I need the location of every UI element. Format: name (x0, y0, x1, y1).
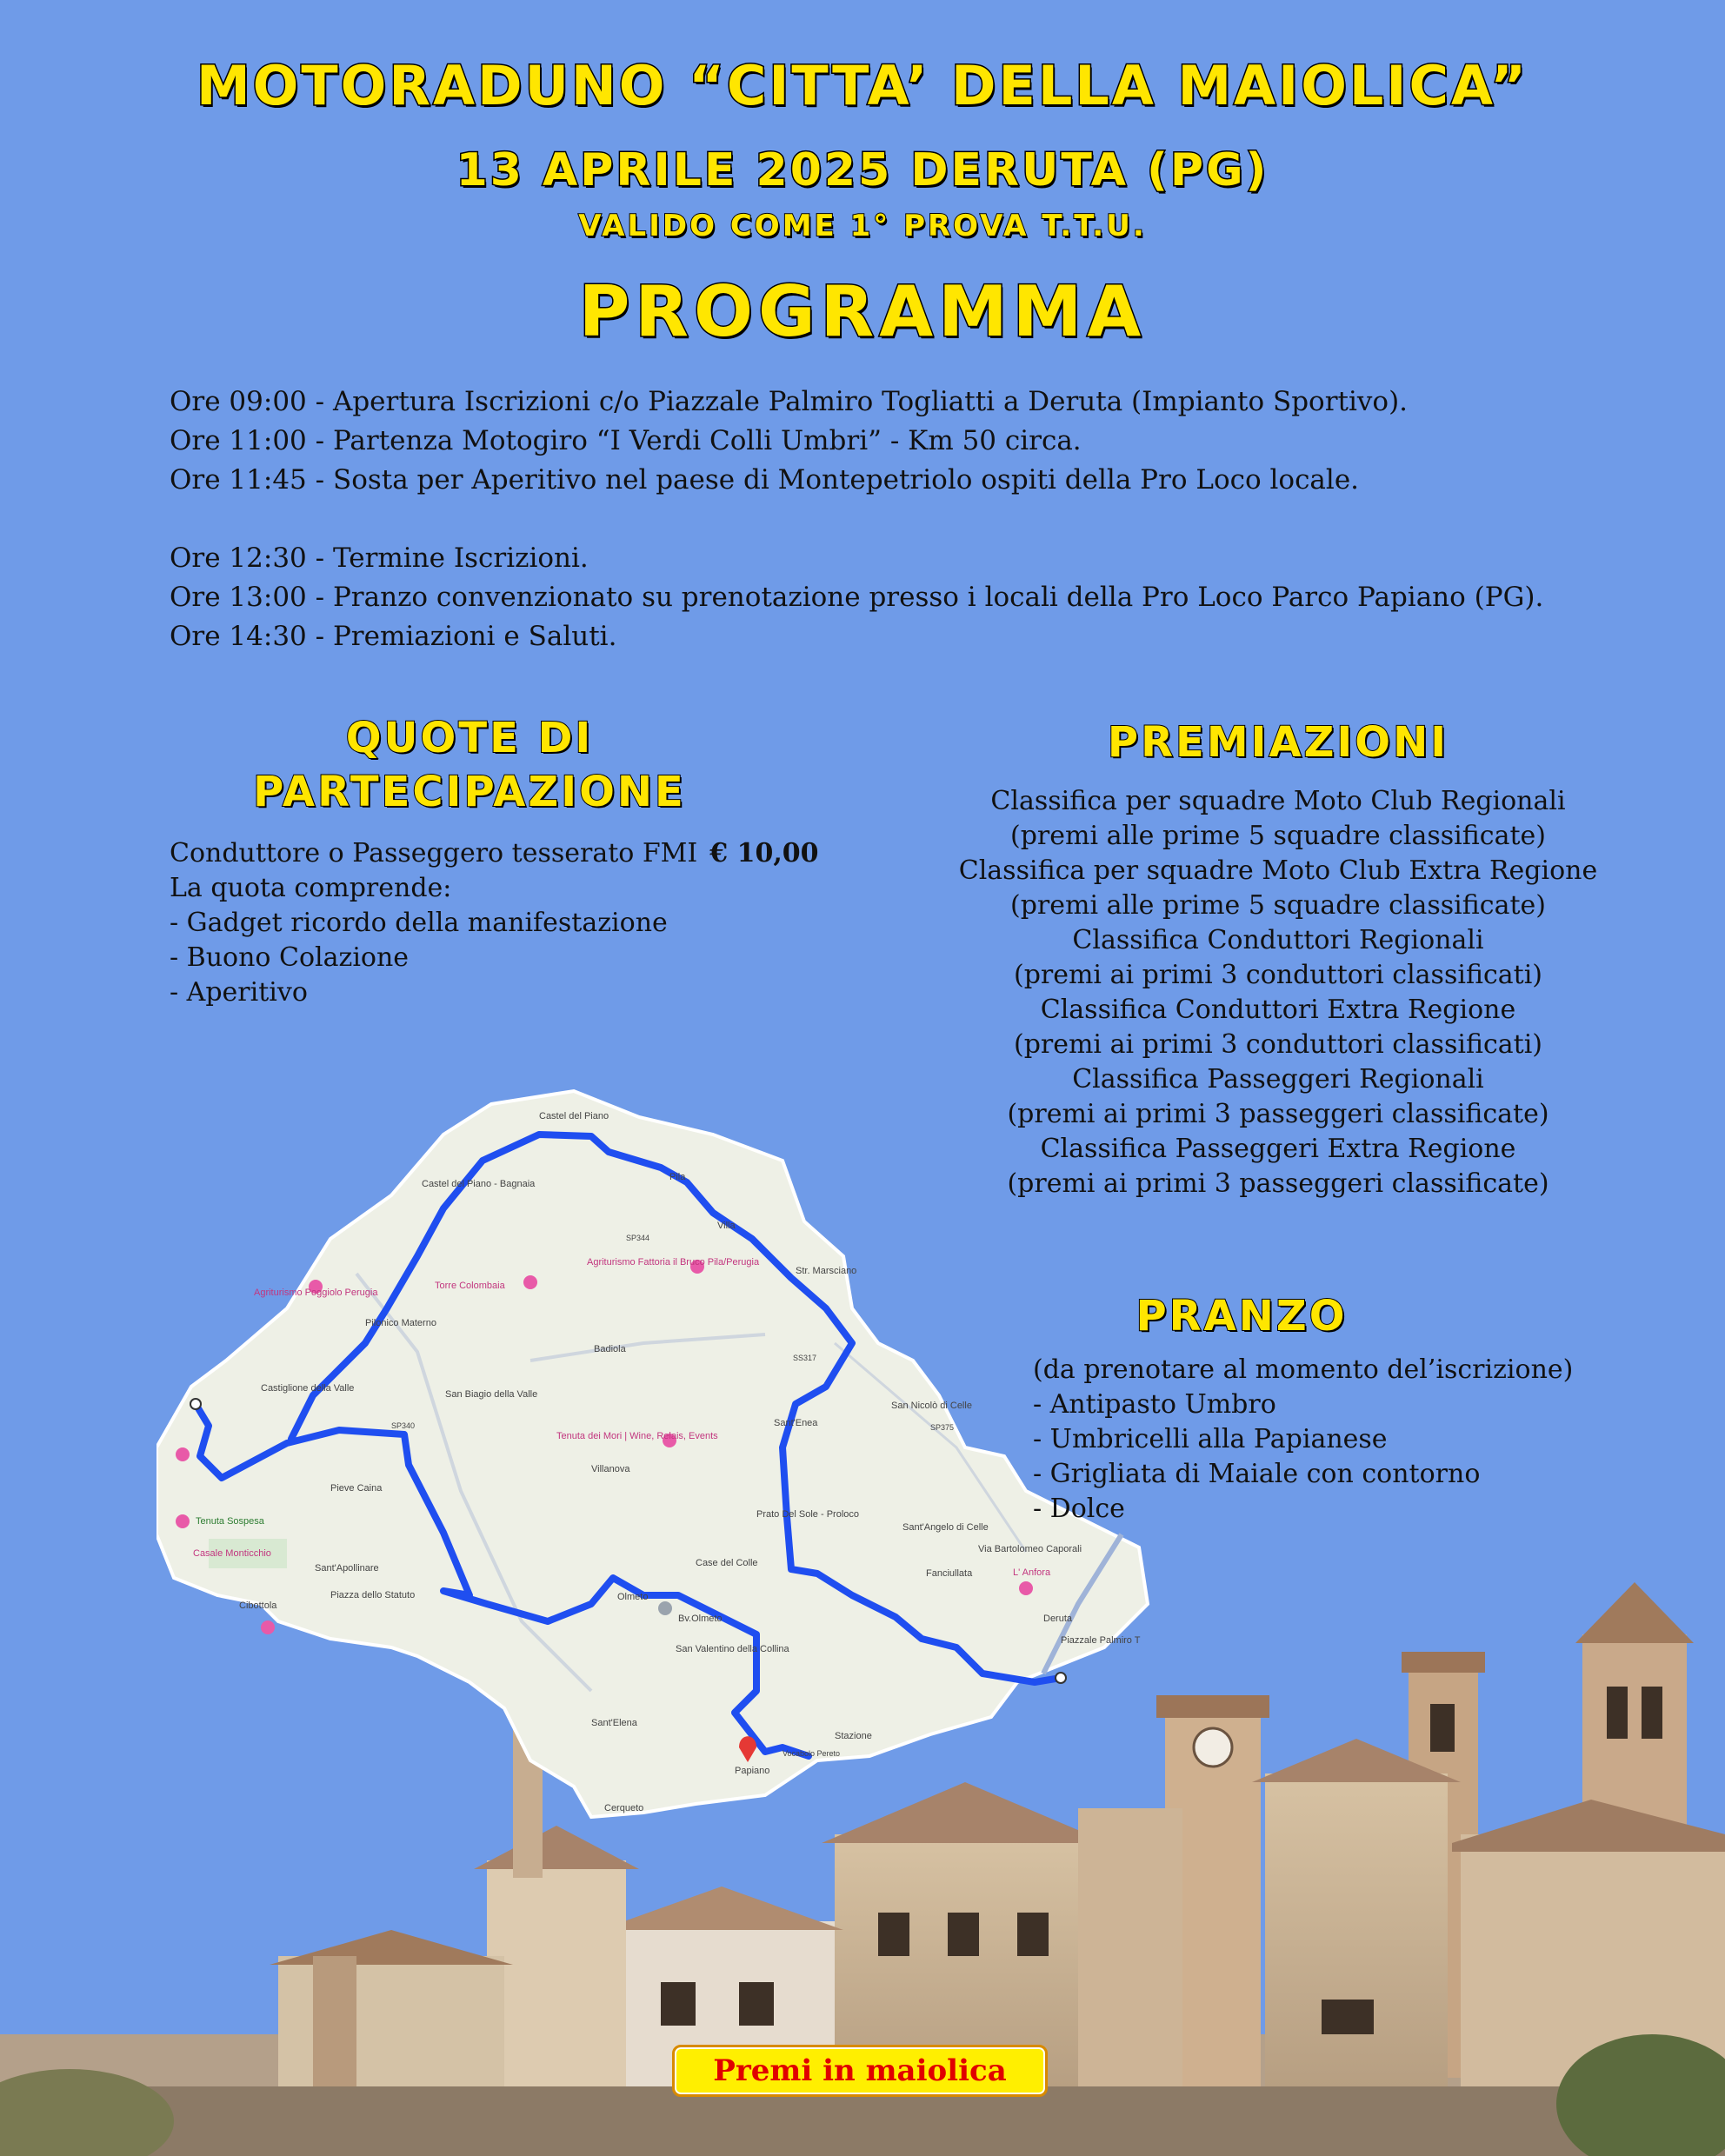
map-label: Castel del Piano - Bagnaia (422, 1179, 536, 1189)
schedule (170, 383, 1543, 656)
quote-section (170, 836, 819, 1010)
map-label: Sant'Apollinare (315, 1563, 379, 1574)
footer-badge: Premi in maiolica (672, 2045, 1048, 2097)
quote-includes-label: La quota comprende: (170, 873, 452, 903)
premiazioni-line: Classifica Conduttori Extra Regione (1040, 995, 1516, 1025)
premiazioni-line: (premi alle prime 5 squadre classificate) (1010, 821, 1546, 851)
event-date: 13 APRILE 2025 DERUTA (PG) (456, 144, 1269, 196)
map-label: San Biagio della Valle (445, 1389, 538, 1400)
map-label: SP340 (391, 1421, 416, 1430)
schedule-item: Ore 09:00 - Apertura Iscrizioni c/o Piazzale Palmiro Togliatti a Deruta (Impianto Sportivo). (170, 386, 1409, 417)
map-label: Agriturismo Poggiolo Perugia (254, 1288, 378, 1298)
map-label: Castel del Piano (539, 1111, 609, 1121)
map-label: Fanciullata (926, 1568, 973, 1579)
map-label: Piazzale Palmiro T (1061, 1635, 1141, 1646)
map-label: L' Anfora (1013, 1567, 1051, 1578)
map-label: Villanova (591, 1464, 630, 1474)
map-label: SP344 (626, 1234, 650, 1242)
map-label: Olmeto (617, 1592, 649, 1602)
pranzo-line: (da prenotare al momento del’iscrizione) (1033, 1354, 1574, 1385)
pranzo-line: - Dolce (1033, 1494, 1125, 1524)
quote-item: - Buono Colazione (170, 942, 410, 973)
map-label: Prato Del Sole - Proloco (756, 1509, 859, 1520)
map-label: Stazione (835, 1731, 872, 1741)
map-label: Str. Marsciano (796, 1266, 857, 1276)
map-label: Torre Colombaia (435, 1281, 505, 1291)
premiazioni-line: Classifica Passeggeri Extra Regione (1040, 1134, 1516, 1164)
quote-heading-line2: PARTECIPAZIONE (253, 768, 686, 816)
schedule-item: Ore 14:30 - Premiazioni e Saluti. (170, 621, 617, 652)
map-label: Case del Colle (696, 1558, 758, 1568)
map-label: San Valentino della Collina (676, 1644, 789, 1654)
map-label: Villa (717, 1221, 736, 1231)
map-label: San Nicolò di Celle (891, 1401, 972, 1411)
map-label: Deruta (1043, 1614, 1073, 1624)
map-label: Badiola (594, 1344, 626, 1354)
map-label: Cerqueto (604, 1803, 644, 1813)
program-heading: PROGRAMMA (578, 271, 1147, 352)
event-subtitle: VALIDO COME 1° PROVA T.T.U. (578, 209, 1147, 243)
quote-heading (243, 711, 696, 819)
map-label: Sant'Elena (591, 1718, 637, 1728)
premiazioni-line: Classifica per squadre Moto Club Extra Regione (958, 855, 1598, 886)
map-label: Tenuta Sospesa (196, 1516, 264, 1527)
map-label: Piazza dello Statuto (330, 1590, 416, 1600)
map-label: SP375 (930, 1423, 955, 1432)
route-map (157, 1082, 1156, 1830)
map-label: Cibottola (239, 1600, 277, 1611)
map-label: Papiano (735, 1766, 770, 1776)
schedule-item: Ore 12:30 - Termine Iscrizioni. (170, 542, 589, 574)
map-label: Via Bartolomeo Caporali (978, 1544, 1082, 1554)
premiazioni-line: (premi ai primi 3 conduttori classificati) (1013, 1029, 1542, 1060)
map-label: Sant'Angelo di Celle (902, 1522, 989, 1533)
premiazioni-line: (premi ai primi 3 conduttori classificati) (1013, 960, 1542, 990)
pranzo-line: - Antipasto Umbro (1033, 1389, 1276, 1420)
premiazioni-line: (premi ai primi 3 passeggeri classificate) (1007, 1099, 1549, 1129)
premiazioni-line: Classifica Conduttori Regionali (1072, 925, 1484, 955)
map-label: Agriturismo Fattoria il Bruco Pila/Perugia (587, 1257, 760, 1268)
event-title: MOTORADUNO “CITTA’ DELLA MAIOLICA” (196, 54, 1529, 117)
map-label: Pila (669, 1172, 686, 1182)
quote-price: € 10,00 (709, 838, 819, 868)
map-label: Tenuta dei Mori | Wine, Relais, Events (556, 1431, 718, 1441)
pranzo-line: - Umbricelli alla Papianese (1033, 1424, 1388, 1454)
map-label: Sant'Enea (774, 1418, 818, 1428)
premiazioni-line: Classifica Passeggeri Regionali (1072, 1064, 1484, 1095)
quote-heading-line1: QUOTE DI (345, 714, 594, 762)
schedule-item: Ore 13:00 - Pranzo convenzionato su prenotazione presso i locali della Pro Loco Parco Papiano (PG). (170, 582, 1544, 613)
map-label: Vocabolo Pereto (783, 1749, 841, 1758)
pranzo-heading: PRANZO (1136, 1292, 1348, 1341)
schedule-item: Ore 11:45 - Sosta per Aperitivo nel paese di Montepetriolo ospiti della Pro Loco locale. (170, 464, 1360, 496)
pranzo-list (1033, 1353, 1573, 1527)
map-label: Casale Monticchio (193, 1548, 271, 1559)
map-label: Pilonico Materno (365, 1318, 436, 1328)
map-label: SS317 (793, 1354, 817, 1362)
map-label: Bv.Olmeto (678, 1614, 723, 1624)
premiazioni-heading: PREMIAZIONI (1107, 718, 1449, 767)
map-label: Castiglione della Valle (261, 1383, 355, 1394)
pranzo-line: - Grigliata di Maiale con contorno (1033, 1459, 1481, 1489)
premiazioni-line: (premi alle prime 5 squadre classificate) (1010, 890, 1546, 921)
quote-line: Conduttore o Passeggero tesserato FMI (170, 838, 698, 868)
schedule-item: Ore 11:00 - Partenza Motogiro “I Verdi Colli Umbri” - Km 50 circa. (170, 425, 1082, 456)
premiazioni-line: Classifica per squadre Moto Club Regionali (990, 786, 1566, 816)
quote-item: - Gadget ricordo della manifestazione (170, 908, 668, 938)
map-label: Pieve Caina (330, 1483, 383, 1494)
quote-item: - Aperitivo (170, 977, 308, 1008)
premiazioni-line: (premi ai primi 3 passeggeri classificate) (1007, 1168, 1549, 1199)
